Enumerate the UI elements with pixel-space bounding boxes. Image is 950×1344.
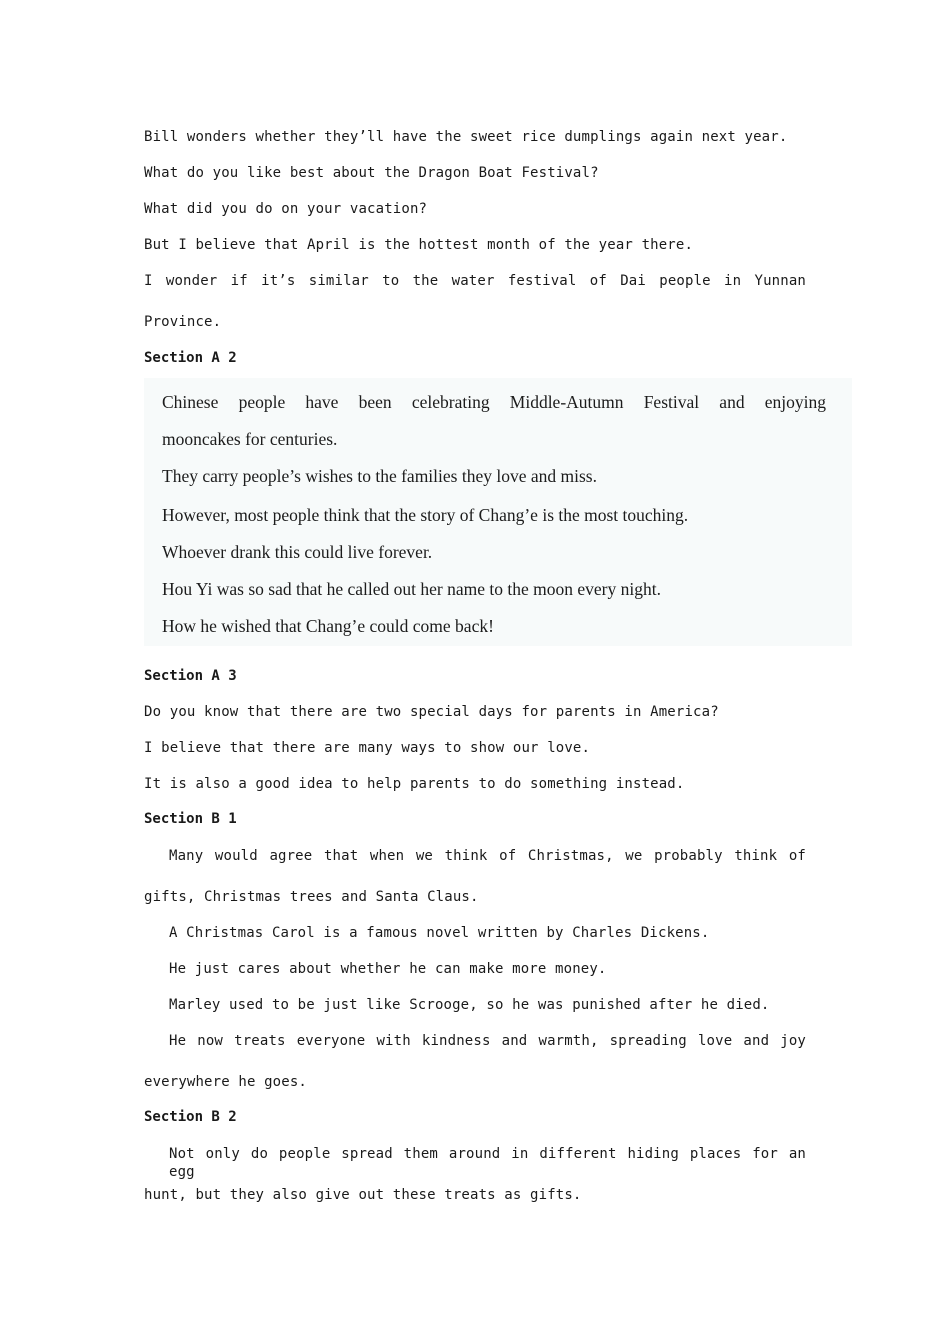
section-b2-heading: Section B 2 xyxy=(144,1109,237,1125)
intro-line-3: What did you do on your vacation? xyxy=(144,201,428,217)
intro-line-4: But I believe that April is the hottest month of the year there. xyxy=(144,237,694,253)
section-a2-line-2: mooncakes for centuries. xyxy=(162,429,338,449)
section-b1-line-3: A Christmas Carol is a famous novel written by Charles Dickens. xyxy=(169,925,710,941)
section-a3-line-3: It is also a good idea to help parents to do something instead. xyxy=(144,776,685,792)
section-a2-line-7: How he wished that Chang’e could come back! xyxy=(162,616,494,636)
section-b1-heading: Section B 1 xyxy=(144,811,237,827)
section-b1-line-7: everywhere he goes. xyxy=(144,1074,307,1090)
section-a2-line-4: However, most people think that the story of Chang’e is the most touching. xyxy=(162,505,689,525)
section-b1-line-4: He just cares about whether he can make more money. xyxy=(169,961,607,977)
section-a2-line-1: Chinese people have been celebrating Middle-Autumn Festival and enjoying xyxy=(162,392,826,412)
section-b1-line-1: Many would agree that when we think of Christmas, we probably think of xyxy=(169,848,806,864)
section-a2-heading: Section A 2 xyxy=(144,350,237,366)
intro-line-6: Province. xyxy=(144,314,222,330)
section-b1-line-5: Marley used to be just like Scrooge, so he was punished after he died. xyxy=(169,997,770,1013)
section-b2-line-2: hunt, but they also give out these treats as gifts. xyxy=(144,1187,582,1203)
section-a2-line-5: Whoever drank this could live forever. xyxy=(162,542,433,562)
section-a2-line-6: Hou Yi was so sad that he called out her name to the moon every night. xyxy=(162,579,661,599)
section-a3-line-1: Do you know that there are two special days for parents in America? xyxy=(144,704,719,720)
intro-line-5: I wonder if it’s similar to the water festival of Dai people in Yunnan xyxy=(144,273,806,289)
intro-line-1: Bill wonders whether they’ll have the sweet rice dumplings again next year. xyxy=(144,129,788,145)
section-a3-line-2: I believe that there are many ways to show our love. xyxy=(144,740,591,756)
section-b2-line-1: Not only do people spread them around in different hiding places for an egg xyxy=(169,1146,806,1180)
section-a3-heading: Section A 3 xyxy=(144,668,237,684)
intro-line-2: What do you like best about the Dragon Boat Festival? xyxy=(144,165,599,181)
section-b1-line-2: gifts, Christmas trees and Santa Claus. xyxy=(144,889,479,905)
section-a2-line-3: They carry people’s wishes to the families they love and miss. xyxy=(162,466,597,486)
section-b1-line-6: He now treats everyone with kindness and warmth, spreading love and joy xyxy=(169,1033,806,1049)
